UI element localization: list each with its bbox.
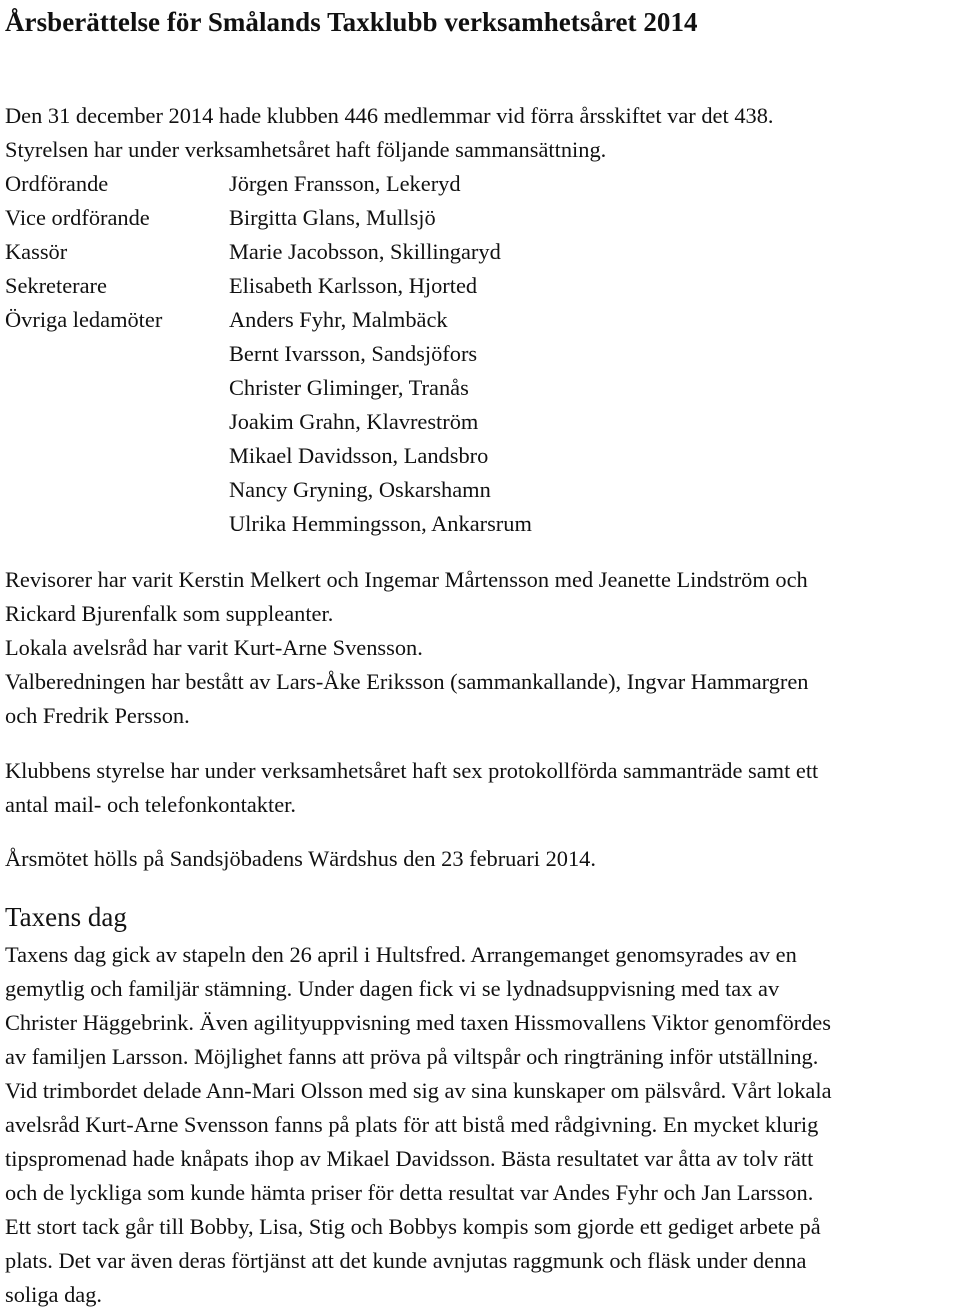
board-row xyxy=(5,303,955,337)
meetings-line: antal mail- och telefonkontakter. xyxy=(5,792,296,817)
taxens-dag-line: gemytlig och familjär stämning. Under dagen fick vi se lydnadsuppvisning med tax av xyxy=(5,976,780,1001)
meetings-line: Klubbens styrelse har under verksamhetsåret haft sex protokollförda sammanträde samt ett xyxy=(5,758,819,783)
board-member-name: Christer Gliminger, Tranås xyxy=(229,375,469,400)
taxens-dag-line: och de lyckliga som kunde hämta priser för detta resultat var Andes Fyhr och Jan Larsson. xyxy=(5,1180,814,1205)
board-member-name: Bernt Ivarsson, Sandsjöfors xyxy=(229,341,478,366)
board-row xyxy=(5,371,955,405)
intro-line: Den 31 december 2014 hade klubben 446 medlemmar vid förra årsskiftet var det 438. xyxy=(5,103,774,128)
board-row xyxy=(5,473,955,507)
board-role xyxy=(5,507,229,541)
board-list xyxy=(5,167,955,541)
board-role: Kassör xyxy=(5,239,68,264)
board-row xyxy=(5,269,955,303)
document-title: Årsberättelse för Smålands Taxklubb verksamhetsåret 2014 xyxy=(5,7,698,37)
board-member-name: Marie Jacobsson, Skillingaryd xyxy=(229,239,501,264)
intro-paragraph xyxy=(5,99,955,167)
taxens-dag-line: av familjen Larsson. Möjlighet fanns att pröva på viltspår och ringträning inför utställning. xyxy=(5,1044,819,1069)
board-row xyxy=(5,201,955,235)
board-role xyxy=(5,371,229,405)
board-row xyxy=(5,507,955,541)
officials-line: Valberedningen har bestått av Lars-Åke Eriksson (sammankallande), Ingvar Hammargren xyxy=(5,669,809,694)
officials-line: och Fredrik Persson. xyxy=(5,703,190,728)
taxens-dag-line: Christer Häggebrink. Även agilityuppvisning med taxen Hissmovallens Viktor genomfördes xyxy=(5,1010,831,1035)
taxens-dag-line: Ett stort tack går till Bobby, Lisa, Stig och Bobbys kompis som gjorde ett gediget arbete på xyxy=(5,1214,821,1239)
officials-line: Rickard Bjurenfalk som suppleanter. xyxy=(5,601,334,626)
annual-meeting-paragraph xyxy=(5,842,955,876)
meetings-paragraph xyxy=(5,754,955,822)
taxens-dag-line: Vid trimbordet delade Ann-Mari Olsson med sig av sina kunskaper om pälsvård. Vårt lokala xyxy=(5,1078,832,1103)
board-role xyxy=(5,473,229,507)
board-member-name: Birgitta Glans, Mullsjö xyxy=(229,205,436,230)
taxens-dag-line: Taxens dag gick av stapeln den 26 april i Hultsfred. Arrangemanget genomsyrades av en xyxy=(5,942,797,967)
board-row xyxy=(5,439,955,473)
taxens-dag-line: plats. Det var även deras förtjänst att det kunde avnjutas raggmunk och fläsk under denna xyxy=(5,1248,807,1273)
taxens-dag-line: avelsråd Kurt-Arne Svensson fanns på plats för att bistå med rådgivning. En mycket klurig xyxy=(5,1112,819,1137)
taxens-dag-line: soliga dag. xyxy=(5,1282,103,1307)
board-role: Övriga ledamöter xyxy=(5,307,163,332)
section-heading-taxens-dag: Taxens dag xyxy=(5,902,127,932)
officials-line: Revisorer har varit Kerstin Melkert och Ingemar Mårtensson med Jeanette Lindström och xyxy=(5,567,808,592)
board-role xyxy=(5,405,229,439)
board-member-name: Elisabeth Karlsson, Hjorted xyxy=(229,273,478,298)
board-role xyxy=(5,439,229,473)
board-role: Vice ordförande xyxy=(5,205,150,230)
board-member-name: Ulrika Hemmingsson, Ankarsrum xyxy=(229,511,532,536)
officials-line: Lokala avelsråd har varit Kurt-Arne Svensson. xyxy=(5,635,423,660)
board-row xyxy=(5,337,955,371)
annual-meeting-line: Årsmötet hölls på Sandsjöbadens Wärdshus den 23 februari 2014. xyxy=(5,846,596,871)
board-role xyxy=(5,337,229,371)
officials-paragraph xyxy=(5,563,955,733)
board-member-name: Mikael Davidsson, Landsbro xyxy=(229,443,489,468)
board-role: Sekreterare xyxy=(5,273,107,298)
board-member-name: Joakim Grahn, Klavreström xyxy=(229,409,479,434)
board-row xyxy=(5,235,955,269)
board-role: Ordförande xyxy=(5,171,109,196)
board-member-name: Nancy Gryning, Oskarshamn xyxy=(229,477,491,502)
board-row xyxy=(5,167,955,201)
board-row xyxy=(5,405,955,439)
board-member-name: Anders Fyhr, Malmbäck xyxy=(229,307,448,332)
taxens-dag-paragraph xyxy=(5,938,955,1312)
board-member-name: Jörgen Fransson, Lekeryd xyxy=(229,171,461,196)
intro-line: Styrelsen har under verksamhetsåret haft följande sammansättning. xyxy=(5,137,607,162)
taxens-dag-line: tipspromenad hade knåpats ihop av Mikael Davidsson. Bästa resultatet var åtta av tolv rätt xyxy=(5,1146,814,1171)
